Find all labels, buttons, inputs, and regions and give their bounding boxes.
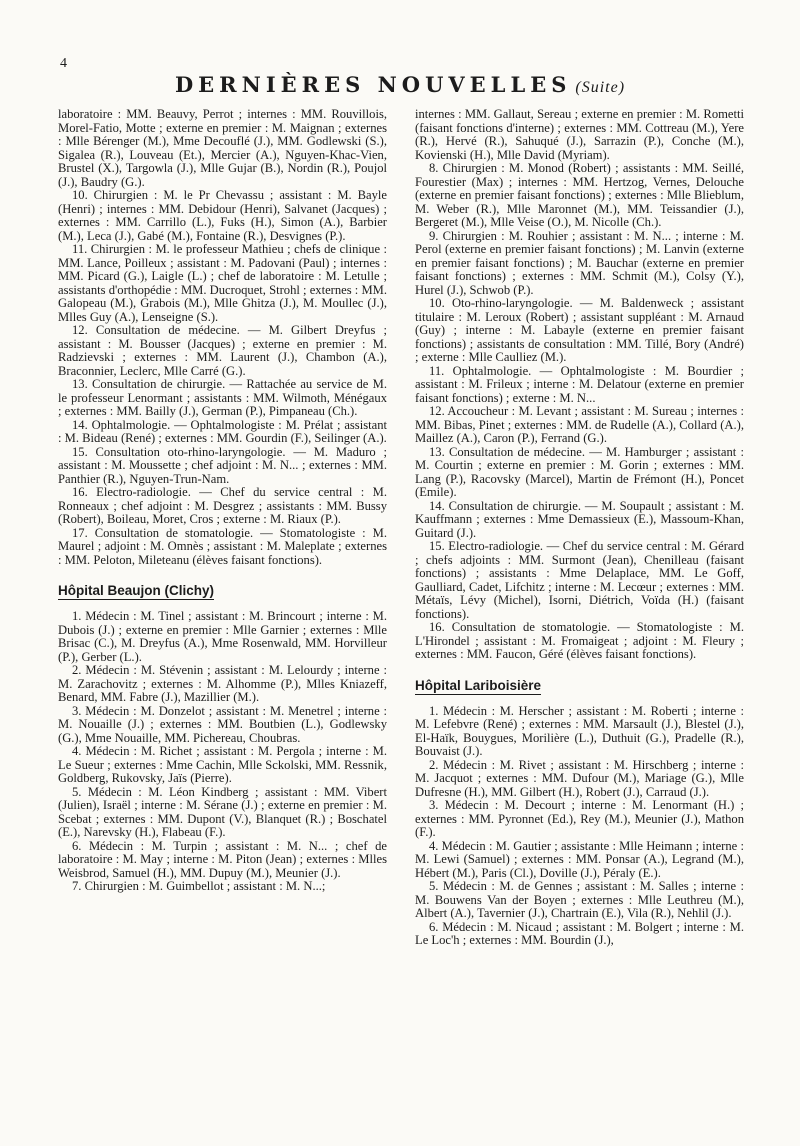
- entry: 14. Consultation de chirurgie. — M. Soupault ; assistant : M. Kauffmann ; externes : Mme Demassieux (E.), Massoum-Khan, Guitard (J.).: [415, 498, 744, 540]
- page-number: 4: [60, 56, 67, 71]
- entry: 2. Médecin : M. Rivet ; assistant : M. Hirschberg ; interne : M. Jacquot ; externes : MM. Dufour (M.), Mariage (G.), Mlle Dufresne (H.), MM. Gilbert (H.), Robert (J.), Carraud (J.).: [415, 757, 744, 799]
- running-title: DERNIÈRES NOUVELLES: [174, 72, 572, 97]
- running-suffix: (Suite): [575, 79, 626, 96]
- entry: internes : MM. Gallaut, Sereau ; externe en premier : M. Rometti (faisant fonctions d'interne) ; externes : MM. Cottreau (M.), Yere (R.), Hervé (R.), Sahuqué (J.), Sarrazin (P.), Conche (M.), Kovienski (H.), Mlle David (Myriam).: [415, 107, 744, 162]
- entry: 15. Electro-radiologie. — Chef du service central : M. Gérard ; chefs adjoints : MM. Surmont (Jean), Chenilleau (faisant fonctions) ; assistants : Mme Delaplace, MM. Le Goff, Gaulliard, Cadet, Lifchitz ; interne : M. Lecœur ; externes : MM. Métaïs, Lévy (Michel), Isorni, Diétrich, Voïda (H.) (faisant fonctions).: [415, 539, 744, 621]
- entry: 1. Médecin : M. Tinel ; assistant : M. Brincourt ; interne : M. Dubois (J.) ; externe en premier : Mlle Garnier ; externes : Mlle Brisac (C.), M. Dreyfus (A.), Mme Rosenwald, MM. Horvilleur (P.), Gerber (L.).: [58, 609, 387, 664]
- entry: 13. Consultation de chirurgie. — Rattachée au service de M. le professeur Lenormant ; assistants : MM. Wilmoth, Ménégaux ; externes : MM. Bailly (J.), German (P.), Pimpaneau (Ch.).: [58, 377, 387, 418]
- entry: 3. Médecin : M. Donzelot ; assistant : M. Menetrel ; interne : M. Nouaille (J.) ; externes : MM. Boutbien (L.), Godlewsky (G.), Mme Nouaille, MM. Pichereau, Choubras.: [58, 703, 387, 745]
- entry: 14. Ophtalmologie. — Ophtalmologiste : M. Prélat ; assistant : M. Bideau (René) ; externes : MM. Gourdin (F.), Seilinger (A.).: [58, 417, 387, 445]
- entry: 6. Médecin : M. Turpin ; assistant : M. N... ; chef de laboratoire : M. May ; interne : M. Piton (Jean) ; externes : Mlles Weisbrod, Samuel (H.), MM. Dupuy (M.), Meunier (J.).: [58, 838, 387, 880]
- section-title-lariboisiere: Hôpital Lariboisière: [415, 677, 542, 693]
- entry: 3. Médecin : M. Decourt ; interne : M. Lenormant (H.) ; externes : MM. Pyronnet (Ed.), Rey (M.), Meunier (J.), Mathon (F.).: [415, 798, 744, 839]
- entry: 11. Ophtalmologie. — Ophtalmologiste : M. Bourdier ; assistant : M. Frileux ; interne : M. Delatour (externe en premier faisant fonctions) ; externe : M. N...: [415, 363, 744, 405]
- entry: laboratoire : MM. Beauvy, Perrot ; internes : MM. Rouvillois, Morel-Fatio, Motte ; externe en premier : M. Maignan ; externes : Mlle Bérenger (M.), Mme Decouflé (J.), MM. Godlewski (S.), Sigalea (R.), Louveau (Et.), Mercier (A.), Nguyen-Khac-Vien, Brustel (X.), Targowla (J.), Mlle Gujar (B.), Nordin (R.), Poujol (J.), Baudry (G.).: [58, 107, 387, 189]
- entry: 13. Consultation de médecine. — M. Hamburger ; assistant : M. Courtin ; externe en premier : M. Gorin ; externes : MM. Lang (P.), Racovsky (Marcel), Martin de Frémont (H.), Poncet (Emile).: [415, 444, 744, 499]
- entry: 10. Oto-rhino-laryngologie. — M. Baldenweck ; assistant titulaire : M. Leroux (Robert) ; assistant suppléant : M. Arnaud (Guy) ; interne : M. Labayle (externe en premier faisant fonctions) ; assistants de consultation : MM. Tillé, Bory (André) ; externe : Mlle Caulliez (M.).: [415, 296, 744, 364]
- entry: 10. Chirurgien : M. le Pr Chevassu ; assistant : M. Bayle (Henri) ; internes : MM. Debidour (Henri), Salvanet (Jacques) ; externes : MM. Carrillo (L.), Fuks (H.), Simon (A.), Barbier (M.), Leca (J.), Gabé (M.), Fontaine (R.), Desvignes (P.).: [58, 188, 387, 243]
- entry: 2. Médecin : M. Stévenin ; assistant : M. Lelourdy ; interne : M. Zarachovitz ; externes : M. Alhomme (P.), Mlles Kniazeff, Benard, MM. Fabre (J.), Mazillier (M.).: [58, 663, 387, 704]
- entry: 7. Chirurgien : M. Guimbellot ; assistant : M. N...;: [72, 879, 326, 893]
- entry: 17. Consultation de stomatologie. — Stomatologiste : M. Maurel ; adjoint : M. Omnès ; assistant : M. Maleplate ; externes : MM. Peloton, Mileteanu (élèves faisant fonctions).: [58, 525, 387, 567]
- entry: 16. Consultation de stomatologie. — Stomatologiste : M. L'Hirondel ; assistant : M. Fromaigeat ; adjoint : M. Fleury ; externes : MM. Faucon, Géré (élèves faisant fonctions).: [415, 620, 744, 661]
- columns: [58, 108, 744, 1138]
- entry: 5. Médecin : M. de Gennes ; assistant : M. Salles ; interne : M. Bouwens Van der Boyen ; externes : Mlle Leuthreu (M.), Albert (A.), Tavernier (J.), Chartrain (E.), Vila (R.), Nehlil (J.).: [415, 879, 744, 920]
- entry: 6. Médecin : M. Nicaud ; assistant : M. Bolgert ; interne : M. Le Loc'h ; externes : MM. Bourdin (J.),: [415, 919, 744, 947]
- entry: 9. Chirurgien : M. Rouhier ; assistant : M. N... ; interne : M. Perol (externe en premier faisant fonctions) ; M. Lanvin (externe en premier faisant fonctions) ; M. Bauchar (externe en premier faisant fonctions) ; externes : MM. Schmit (M.), Colsy (Y.), Hurel (J.), Schwob (P.).: [415, 228, 744, 297]
- entry: 4. Médecin : M. Gautier ; assistante : Mlle Heimann ; interne : M. Lewi (Samuel) ; externes : MM. Ponsar (A.), Legrand (M.), Hébert (M.), Paris (Cl.), Doville (J.), Péraly (E.).: [415, 838, 744, 880]
- entry: 12. Consultation de médecine. — M. Gilbert Dreyfus ; assistant : M. Bousser (Jacques) ; externe en premier : M. Radzievski ; externes : MM. Laurent (J.), Chambon (A.), Braconnier, Leclerc, Mlle Carré (G.).: [58, 323, 387, 378]
- entry: 11. Chirurgien : M. le professeur Mathieu ; chefs de clinique : MM. Lance, Poilleux ; assistant : M. Padovani (Paul) ; internes : MM. Picard (G.), Laigle (L.) ; chef de laboratoire : M. Letulle ; assistants d'orthopédie : MM. Ducroquet, Strohl ; externes : MM. Galopeau (M.), Grabois (M.), Mlle Ghitza (J.), M. Moullec (J.), Mlles Guy (A.), Lenseigne (S.).: [58, 242, 387, 324]
- entry: 8. Chirurgien : M. Monod (Robert) ; assistants : MM. Seillé, Fourestier (Max) ; internes : MM. Hertzog, Vernes, Delouche (externe en premier faisant fonctions) ; externes : Mlle Blieblum, M. Weber (R.), Mlle Maronnet (M.), MM. Teissandier (J.), Bergeret (M.), Mlle Veise (O.), M. Nicolle (Ch.).: [415, 161, 744, 229]
- entry: 16. Electro-radiologie. — Chef du service central : M. Ronneaux ; chef adjoint : M. Desgrez ; assistants : MM. Bussy (Robert), Boileau, Moret, Cros ; externe : M. Riaux (P.).: [58, 485, 387, 526]
- entry: 4. Médecin : M. Richet ; assistant : M. Pergola ; interne : M. Le Sueur ; externes : Mme Cachin, Mlle Sckolski, MM. Ressnik, Goldberg, Rukovsky, Jaïs (Pierre).: [58, 744, 387, 785]
- right-column: [415, 108, 744, 1138]
- entry: 12. Accoucheur : M. Levant ; assistant : M. Sureau ; internes : MM. Bibas, Pinet ; externes : MM. de Rudelle (A.), Collard (A.), Maillez (A.), Caron (P.), Ferrand (G.).: [415, 404, 744, 445]
- left-column: [58, 108, 387, 1138]
- entry: 15. Consultation oto-rhino-laryngologie. — M. Maduro ; assistant : M. Moussette ; chef adjoint : M. N... ; externes : MM. Panthier (R.), Nguyen-Trun-Nam.: [58, 444, 387, 486]
- entry: 5. Médecin : M. Léon Kindberg ; assistant : MM. Vibert (Julien), Israël ; interne : M. Sérane (J.) ; externe en premier : M. Scebat ; externes : MM. Dupont (V.), Blanquet (R.) ; Boschatel (E.), Narevsky (H.), Flabeau (F.).: [58, 784, 387, 839]
- section-title-beaujon: Hôpital Beaujon (Clichy): [58, 583, 215, 598]
- running-head: [0, 72, 800, 97]
- entry: 1. Médecin : M. Herscher ; assistant : M. Roberti ; interne : M. Lefebvre (René) ; externes : MM. Marsault (J.), Blestel (J.), El-Haïk, Bouygues, Morilière (L.), Duthuit (G.), Pradelle (R.), Bouvaist (J.).: [415, 703, 744, 758]
